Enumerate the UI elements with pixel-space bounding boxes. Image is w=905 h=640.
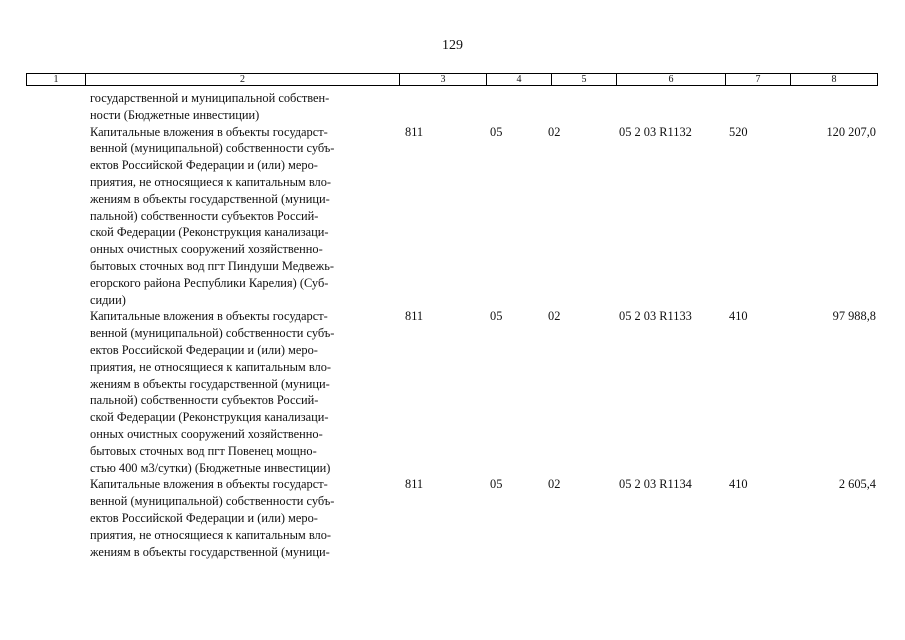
column-header-8: 8 [791, 74, 878, 86]
row-section: 05 [490, 124, 503, 139]
table-row [0, 90, 905, 124]
row-section: 05 [490, 309, 503, 324]
row-expense-type: 410 [729, 309, 748, 324]
row-amount: 97 988,8 [832, 309, 876, 324]
row-code: 811 [405, 477, 424, 492]
table-row [0, 476, 905, 560]
column-header-3: 3 [400, 74, 487, 86]
row-expense-type: 410 [729, 477, 748, 492]
table-row [0, 124, 905, 309]
row-subsection: 02 [548, 477, 561, 492]
column-header-5: 5 [552, 74, 617, 86]
column-header-6: 6 [617, 74, 726, 86]
row-amount: 2 605,4 [838, 477, 876, 492]
row-description: Капитальные вложения в объекты государст- венной (муниципальной) собственности субъ- ектов Российской Федерации и (или) меро- приятия, не относящиеся к капитальным вло- жениям в объекты государственной (муници- [90, 477, 335, 559]
row-subsection: 02 [548, 124, 561, 139]
table-row [0, 308, 905, 476]
row-section: 05 [490, 477, 503, 492]
column-header-row [27, 74, 878, 86]
row-description: Капитальные вложения в объекты государст- венной (муниципальной) собственности субъ- ектов Российской Федерации и (или) меро- приятия, не относящиеся к капитальным вло- жениям в объекты государственной (муници- пальной) собственности субъектов Россий- ской Федерации (Реконструкция канализаци- онных очистных сооружений хозяйственно- бытовых сточных вод пгт Повенец мощно- стью 400 м3/сутки) (Бюджетные инвестиции) [90, 309, 335, 475]
row-code: 811 [405, 309, 424, 324]
column-header-2: 2 [86, 74, 400, 86]
row-target: 05 2 03 R1132 [619, 124, 692, 139]
column-header-1: 1 [27, 74, 86, 86]
row-target: 05 2 03 R1134 [619, 477, 692, 492]
row-amount: 120 207,0 [826, 124, 876, 139]
table-body [0, 90, 905, 560]
column-header-4: 4 [487, 74, 552, 86]
row-expense-type: 520 [729, 124, 748, 139]
column-header-table [26, 73, 878, 86]
row-subsection: 02 [548, 309, 561, 324]
row-target: 05 2 03 R1133 [619, 309, 692, 324]
row-description: государственной и муниципальной собствен- ности (Бюджетные инвестиции) [90, 91, 330, 122]
row-description: Капитальные вложения в объекты государст- венной (муниципальной) собственности субъ- ектов Российской Федерации и (или) меро- приятия, не относящиеся к капитальным вло- жениям в объекты государственной (муници- пальной) собственности субъектов Россий- ской Федерации (Реконструкция канализаци- онных очистных сооружений хозяйственно- бытовых сточных вод пгт Пиндуши Медвежь- егорского района Республики Карелия) (Суб- сидии) [90, 124, 335, 307]
row-code: 811 [405, 124, 424, 139]
column-header-7: 7 [726, 74, 791, 86]
page-number: 129 [442, 38, 463, 53]
